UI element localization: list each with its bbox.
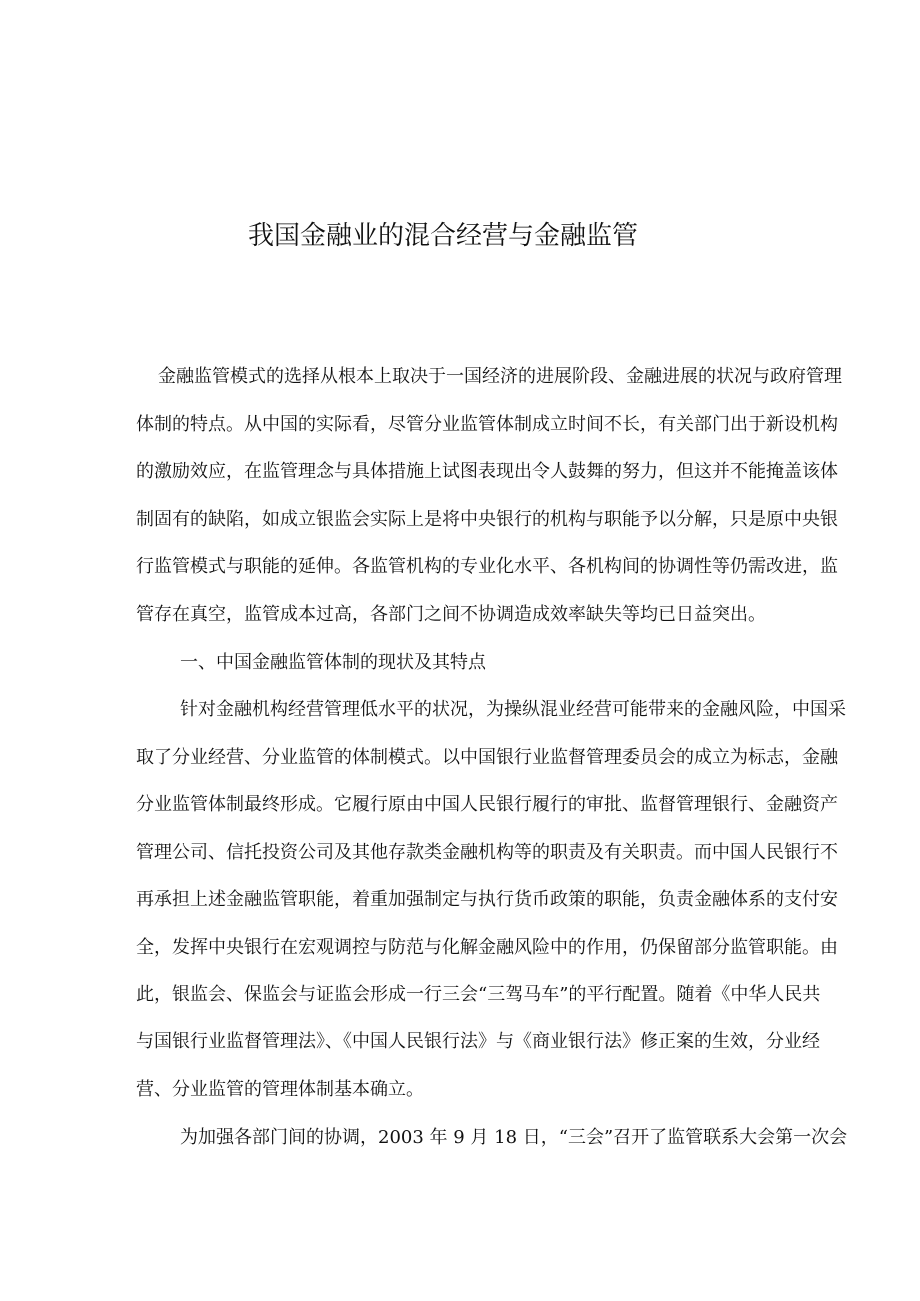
paragraph-2-line-9: 营、分业监管的管理体制基本确立。 <box>136 1079 424 1100</box>
paragraph-1-line-5: 行监管模式与职能的延伸。各监管机构的专业化水平、各机构间的协调性等仍需改进，监 <box>136 556 838 577</box>
paragraph-2-line-5: 再承担上述金融监管职能，着重加强制定与执行货币政策的职能，负责金融体系的支付安 <box>136 889 838 910</box>
paragraph-2-line-3: 分业监管体制最终形成。它履行原由中国人民银行履行的审批、监督管理银行、金融资产 <box>136 794 838 815</box>
paragraph-2-line-6: 全，发挥中央银行在宏观调控与防范与化解金融风险中的作用，仍保留部分监管职能。由 <box>136 937 838 958</box>
paragraph-1-line-3: 的激励效应，在监管理念与具体措施上试图表现出令人鼓舞的努力，但这并不能掩盖该体 <box>136 461 838 482</box>
paragraph-2-line-2: 取了分业经营、分业监管的体制模式。以中国银行业监督管理委员会的成立为标志，金融 <box>136 747 838 768</box>
paragraph-1-line-4: 制固有的缺陷，如成立银监会实际上是将中央银行的机构与职能予以分解，只是原中央银 <box>136 509 838 530</box>
paragraph-2-line-7: 此，银监会、保监会与证监会形成一行三会“三驾马车”的平行配置。随着《中华人民共 <box>136 984 821 1005</box>
document-title: 我国金融业的混合经营与金融监管 <box>248 221 639 251</box>
paragraph-1-line-1: 金融监管模式的选择从根本上取决于一国经济的进展阶段、金融进展的状况与政府管理 <box>158 366 842 387</box>
paragraph-2-line-1: 针对金融机构经营管理低水平的状况，为操纵混业经营可能带来的金融风险，中国采 <box>180 699 846 720</box>
paragraph-1-line-2: 体制的特点。从中国的实际看，尽管分业监管体制成立时间不长，有关部门出于新设机构 <box>136 414 838 435</box>
section-heading: 一、中国金融监管体制的现状及其特点 <box>180 652 486 673</box>
paragraph-2-line-8: 与国银行业监督管理法》、《中国人民银行法》与《商业银行法》修正案的生效，分业经 <box>136 1031 820 1052</box>
paragraph-3-line-1: 为加强各部门间的协调，2003 年 9 月 18 日，“三会”召开了监管联系大会第一次会 <box>180 1127 848 1148</box>
paragraph-2-line-4: 管理公司、信托投资公司及其他存款类金融机构等的职责及有关职责。而中国人民银行不 <box>136 842 838 863</box>
paragraph-1-line-6: 管存在真空，监管成本过高，各部门之间不协调造成效率缺失等均已日益突出。 <box>136 604 766 625</box>
